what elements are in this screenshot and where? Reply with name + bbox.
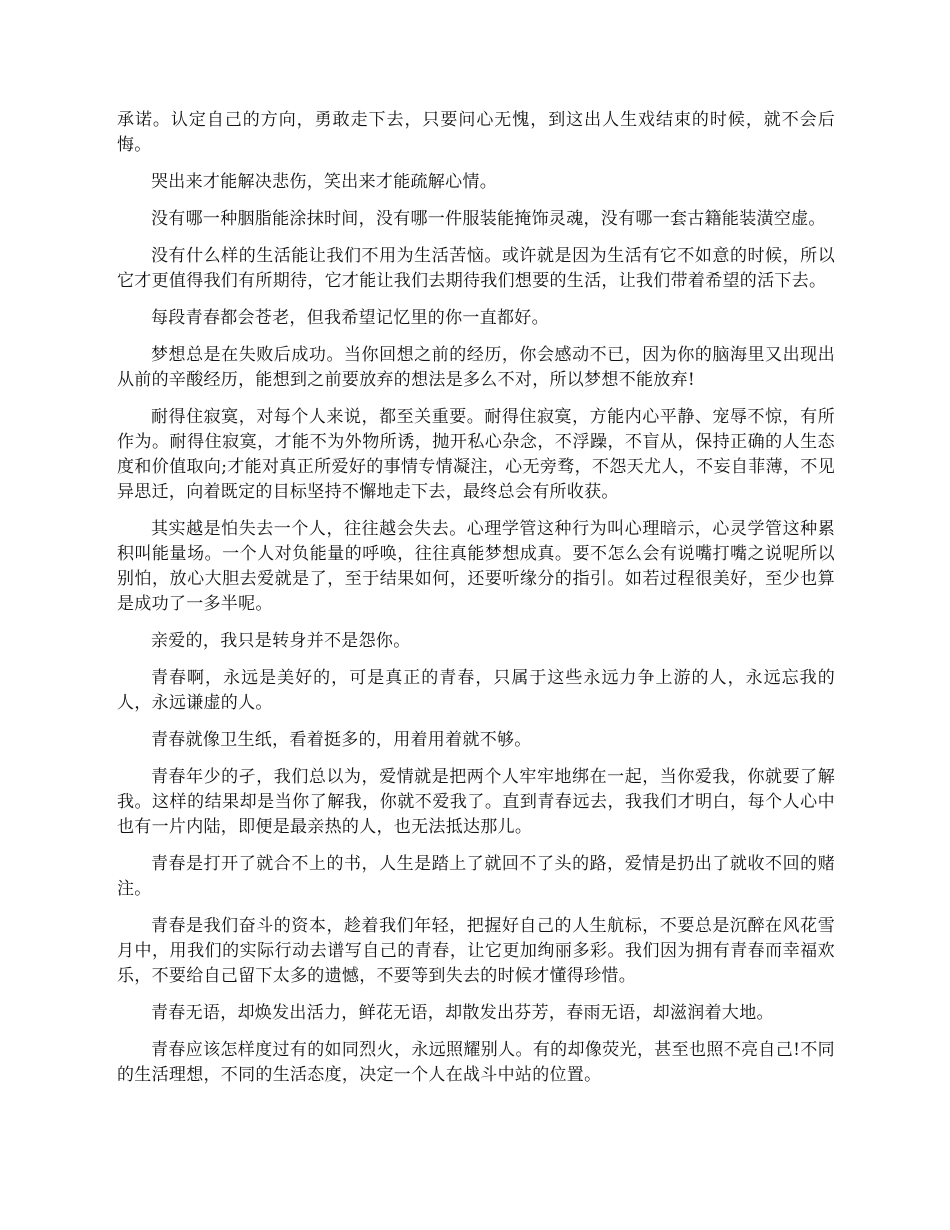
- paragraph: 耐得住寂寞，对每个人来说，都至关重要。耐得住寂寞，方能内心平静、宠辱不惊，有所作为。耐得住寂寞，才能不为外物所诱，抛开私心杂念，不浮躁，不盲从，保持正确的人生态度和价值取向;才能对真正所爱好的事情专情凝注，心无旁骛，不怨天尤人，不妄自菲薄，不见异思迁，向着既定的目标坚持不懈地走下去，最终总会有所收获。: [117, 407, 835, 502]
- paragraph: 梦想总是在失败后成功。当你回想之前的经历，你会感动不已，因为你的脑海里又出现出从前的辛酸经历，能想到之前要放弃的想法是多么不对，所以梦想不能放弃!: [117, 345, 835, 390]
- paragraph: 青春啊，永远是美好的，可是真正的青春，只属于这些永远力争上游的人，永远忘我的人，永远谦虚的人。: [117, 668, 835, 713]
- document-body: [117, 108, 835, 1100]
- paragraph: 其实越是怕失去一个人，往往越会失去。心理学管这种行为叫心理暗示，心灵学管这种累积叫能量场。一个人对负能量的呼唤，往往真能梦想成真。要不怎么会有说嘴打嘴之说呢所以别怕，放心大胆去爱就是了，至于结果如何，还要听缘分的指引。如若过程很美好，至少也算是成功了一多半呢。: [117, 519, 835, 614]
- paragraph: 哭出来才能解决悲伤，笑出来才能疏解心情。: [151, 172, 497, 192]
- paragraph: 每段青春都会苍老，但我希望记忆里的你一直都好。: [151, 308, 549, 328]
- paragraph: 没有哪一种胭脂能涂抹时间，没有哪一件服装能掩饰灵魂，没有哪一套古籍能装潢空虚。: [151, 209, 826, 229]
- paragraph: 青春就像卫生纸，看着挺多的，用着用着就不够。: [151, 730, 532, 750]
- paragraph: 青春是我们奋斗的资本，趁着我们年轻，把握好自己的人生航标，不要总是沉醉在风花雪月中，用我们的实际行动去谱写自己的青春，让它更加绚丽多彩。我们因为拥有青春而幸福欢乐，不要给自己留下太多的遗憾，不要等到失去的时候才懂得珍惜。: [117, 916, 835, 986]
- paragraph: 青春年少的孑，我们总以为，爱情就是把两个人牢牢地绑在一起，当你爱我，你就要了解我。这样的结果却是当你了解我，你就不爱我了。直到青春远去，我我们才明白，每个人心中也有一片内陆，即便是最亲热的人，也无法抵达那儿。: [117, 767, 835, 837]
- paragraph: 亲爱的，我只是转身并不是怨你。: [151, 631, 411, 651]
- paragraph: 没有什么样的生活能让我们不用为生活苦恼。或许就是因为生活有它不如意的时候，所以它才更值得我们有所期待，它才能让我们去期待我们想要的生活，让我们带着希望的活下去。: [117, 246, 835, 291]
- paragraph: 青春无语，却焕发出活力，鲜花无语，却散发出芬芳，春雨无语，却滋润着大地。: [151, 1003, 774, 1023]
- paragraph: 青春应该怎样度过有的如同烈火，永远照耀别人。有的却像荧光，甚至也照不亮自己!不同的生活理想，不同的生活态度，决定一个人在战斗中站的位置。: [117, 1040, 835, 1085]
- paragraph: 青春是打开了就合不上的书，人生是踏上了就回不了头的路，爱情是扔出了就收不回的赌注。: [117, 854, 835, 899]
- paragraph: 承诺。认定自己的方向，勇敢走下去，只要问心无愧，到这出人生戏结束的时候，就不会后悔。: [117, 110, 835, 155]
